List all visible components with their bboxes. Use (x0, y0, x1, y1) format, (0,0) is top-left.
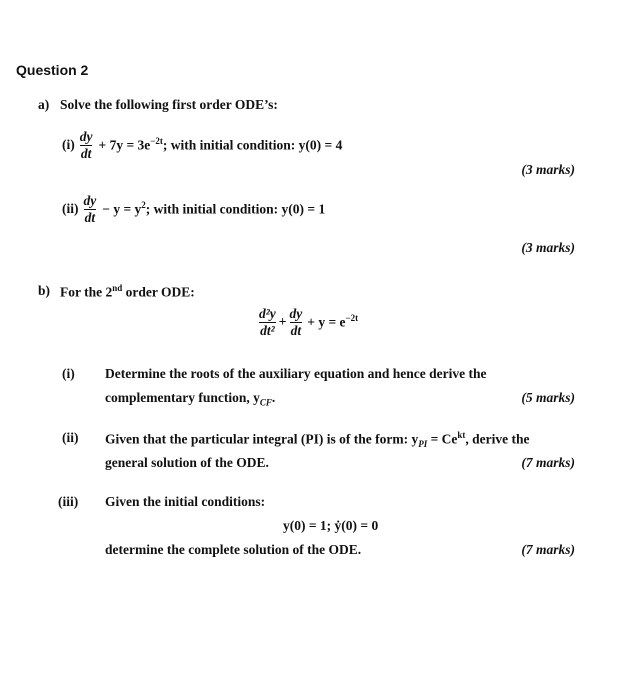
part-b-q1-marks: (5 marks) (521, 390, 575, 405)
part-a-q1-marks: (3 marks) (521, 162, 575, 177)
part-a-q2-equation: − $y = y^2$; with initial condition: y(0) = 1 (102, 200, 326, 217)
part-b-heading: For the 2nd order ODE: (60, 283, 195, 300)
ode-equation: $\frac{\text{d²y}}{\text{dt²}}$ + $\frac{dy}{dt}$ + $y = e^{-2t}$ (259, 306, 359, 338)
part-b-q1-number: (i) (62, 366, 75, 381)
part-b-q3-marks: (7 marks) (521, 542, 575, 557)
question-title: Question 2 (16, 62, 89, 78)
initial-conditions: y(0) = 1; ẏ(0) = 0 (283, 518, 379, 533)
part-a-q1-equation: + $7y = 3e^{-2t}$; with initial condition: y(0) = 4 (98, 136, 343, 153)
part-b-q2-marks: (7 marks) (521, 455, 575, 470)
part-b-q3-number: (iii) (58, 494, 79, 509)
part-a-heading: Solve the following first order ODE’s: (60, 97, 278, 112)
part-a-q1-fraction: $\frac{dy}{dt}$ (79, 129, 93, 161)
part-b-q3-line3: determine the complete solution of the ODE. (105, 542, 362, 557)
part-b-q1-line2: complementary function, $y_{CF}$. (105, 390, 276, 408)
part-a-q2-fraction: $\frac{dy}{dt}$ (83, 193, 97, 225)
part-a-question-2 (62, 192, 325, 226)
part-a-label: a) (38, 97, 50, 112)
part-a-question-1 (62, 128, 342, 162)
part-b-q3-line1: Given the initial conditions: (105, 494, 266, 509)
part-a-q2-number: (ii) (62, 201, 79, 216)
ode-first-derivative: $\frac{dy}{dt}$ (289, 306, 303, 338)
part-b-q2-line2: general solution of the ODE. (105, 455, 269, 470)
part-b-label: b) (38, 283, 51, 298)
part-b-q2-line1: Given that the particular integral (PI) is of the form: $y_{PI} = Ce^{kt}$, derive the (105, 430, 530, 450)
part-a-q2-marks: (3 marks) (521, 240, 575, 255)
part-a-q1-number: (i) (62, 137, 75, 152)
ode-second-derivative: $\frac{\text{d²y}}{\text{dt²}}$ (259, 306, 276, 338)
part-b-q2-number: (ii) (62, 430, 79, 445)
part-b-q1-line1: Determine the roots of the auxiliary equation and hence derive the (105, 366, 487, 381)
